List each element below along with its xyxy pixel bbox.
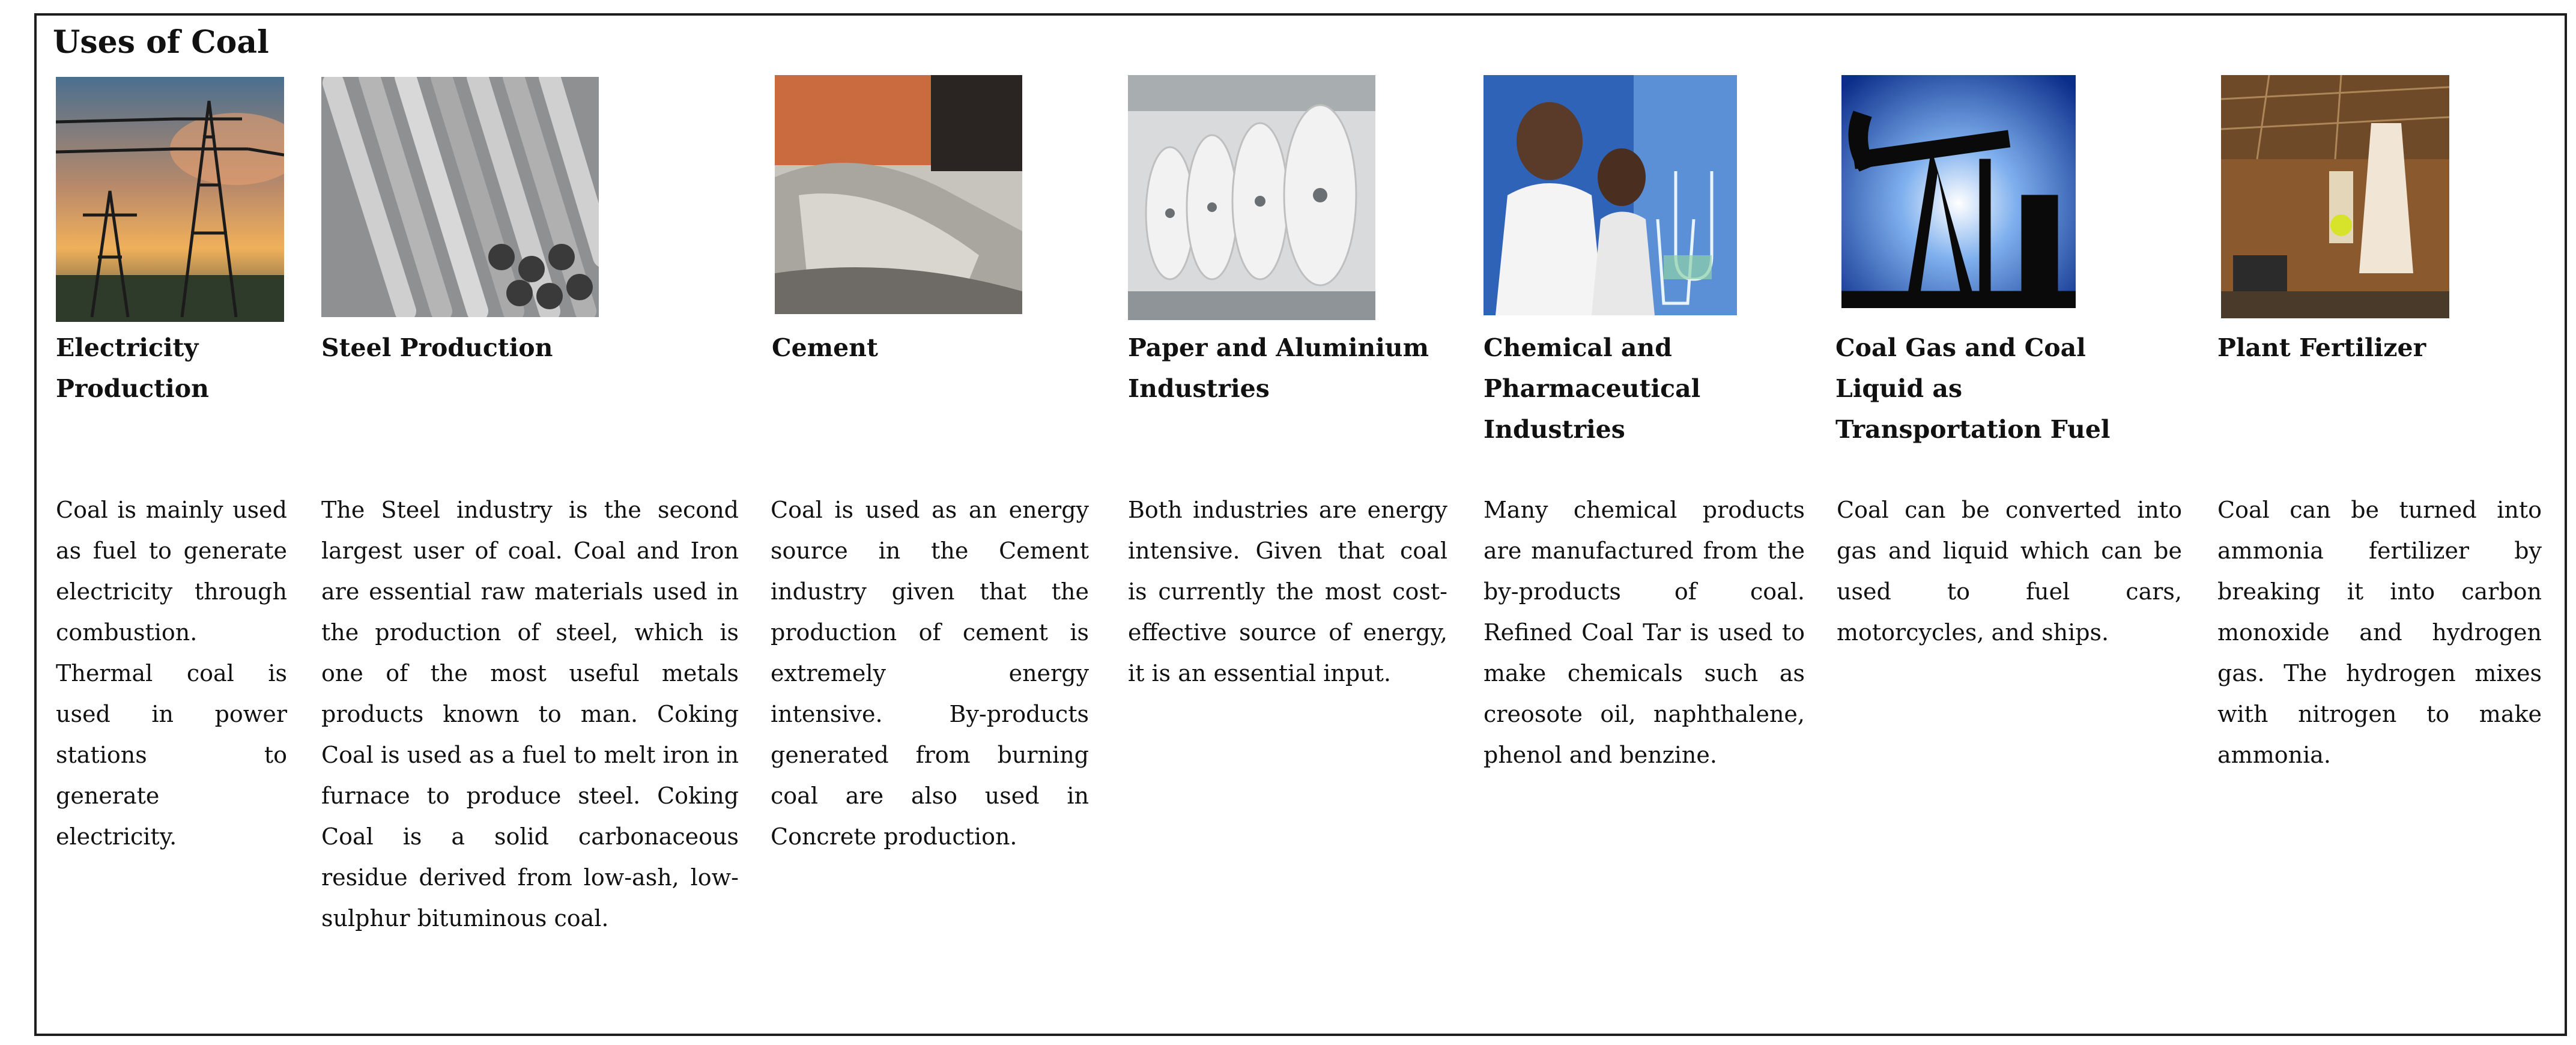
paper-text: Both industries are energy intensive. Given that coal is currently the most cost-effective source of energy, it is an essential input. bbox=[1128, 497, 1447, 686]
cement-text: Coal is used as an energy source in the Cement industry given that the production of cement is extremely energy intensive. By-products generated from burning coal are also used in Concrete production. bbox=[771, 497, 1089, 850]
oil-pump-silhouette-image bbox=[1841, 75, 2076, 308]
steel-heading: Steel Production bbox=[321, 333, 553, 362]
paper-rolls-image bbox=[1128, 75, 1375, 320]
electricity-text: Coal is mainly used as fuel to generate electricity through combustion. Thermal coal is used in power stations to generate electricity. bbox=[56, 497, 287, 850]
laboratory-image bbox=[1483, 75, 1737, 315]
electricity-heading: Electricity Production bbox=[56, 333, 209, 403]
coal-gas-heading: Coal Gas and Coal Liquid as Transportation Fuel bbox=[1835, 333, 2111, 444]
cement-image bbox=[775, 75, 1022, 314]
figure-title: Uses of Coal bbox=[53, 24, 269, 61]
fertilizer-text: Coal can be turned into ammonia fertilizer by breaking it into carbon monoxide and hydrogen gas. The hydrogen mixes with nitrogen to make ammonia. bbox=[2217, 497, 2542, 768]
chemical-text: Many chemical products are manufactured from the by-products of coal. Refined Coal Tar is used to make chemicals such as creosote oil, naphthalene, phenol and benzine. bbox=[1483, 497, 1805, 768]
coal-gas-text: Coal can be converted into gas and liquid which can be used to fuel cars, motorcycles, and ships. bbox=[1837, 497, 2182, 646]
steel-rebar-image bbox=[321, 77, 599, 317]
steel-text: The Steel industry is the second largest user of coal. Coal and Iron are essential raw materials used in the production of steel, which is one of the most useful metals products known to man. Coking Coal is used as a fuel to melt iron in furnace to produce steel. Coking Coal is a solid carbonaceous residue derived from low-ash, low-sulphur bituminous coal. bbox=[321, 497, 739, 931]
paper-heading: Paper and Aluminium Industries bbox=[1128, 333, 1429, 403]
chemical-heading: Chemical and Pharmaceutical Industries bbox=[1483, 333, 1701, 444]
fertilizer-heading: Plant Fertilizer bbox=[2217, 333, 2426, 362]
cement-heading: Cement bbox=[772, 333, 878, 362]
electricity-pylons-image bbox=[56, 77, 284, 322]
fertilizer-plant-image bbox=[2221, 75, 2449, 318]
